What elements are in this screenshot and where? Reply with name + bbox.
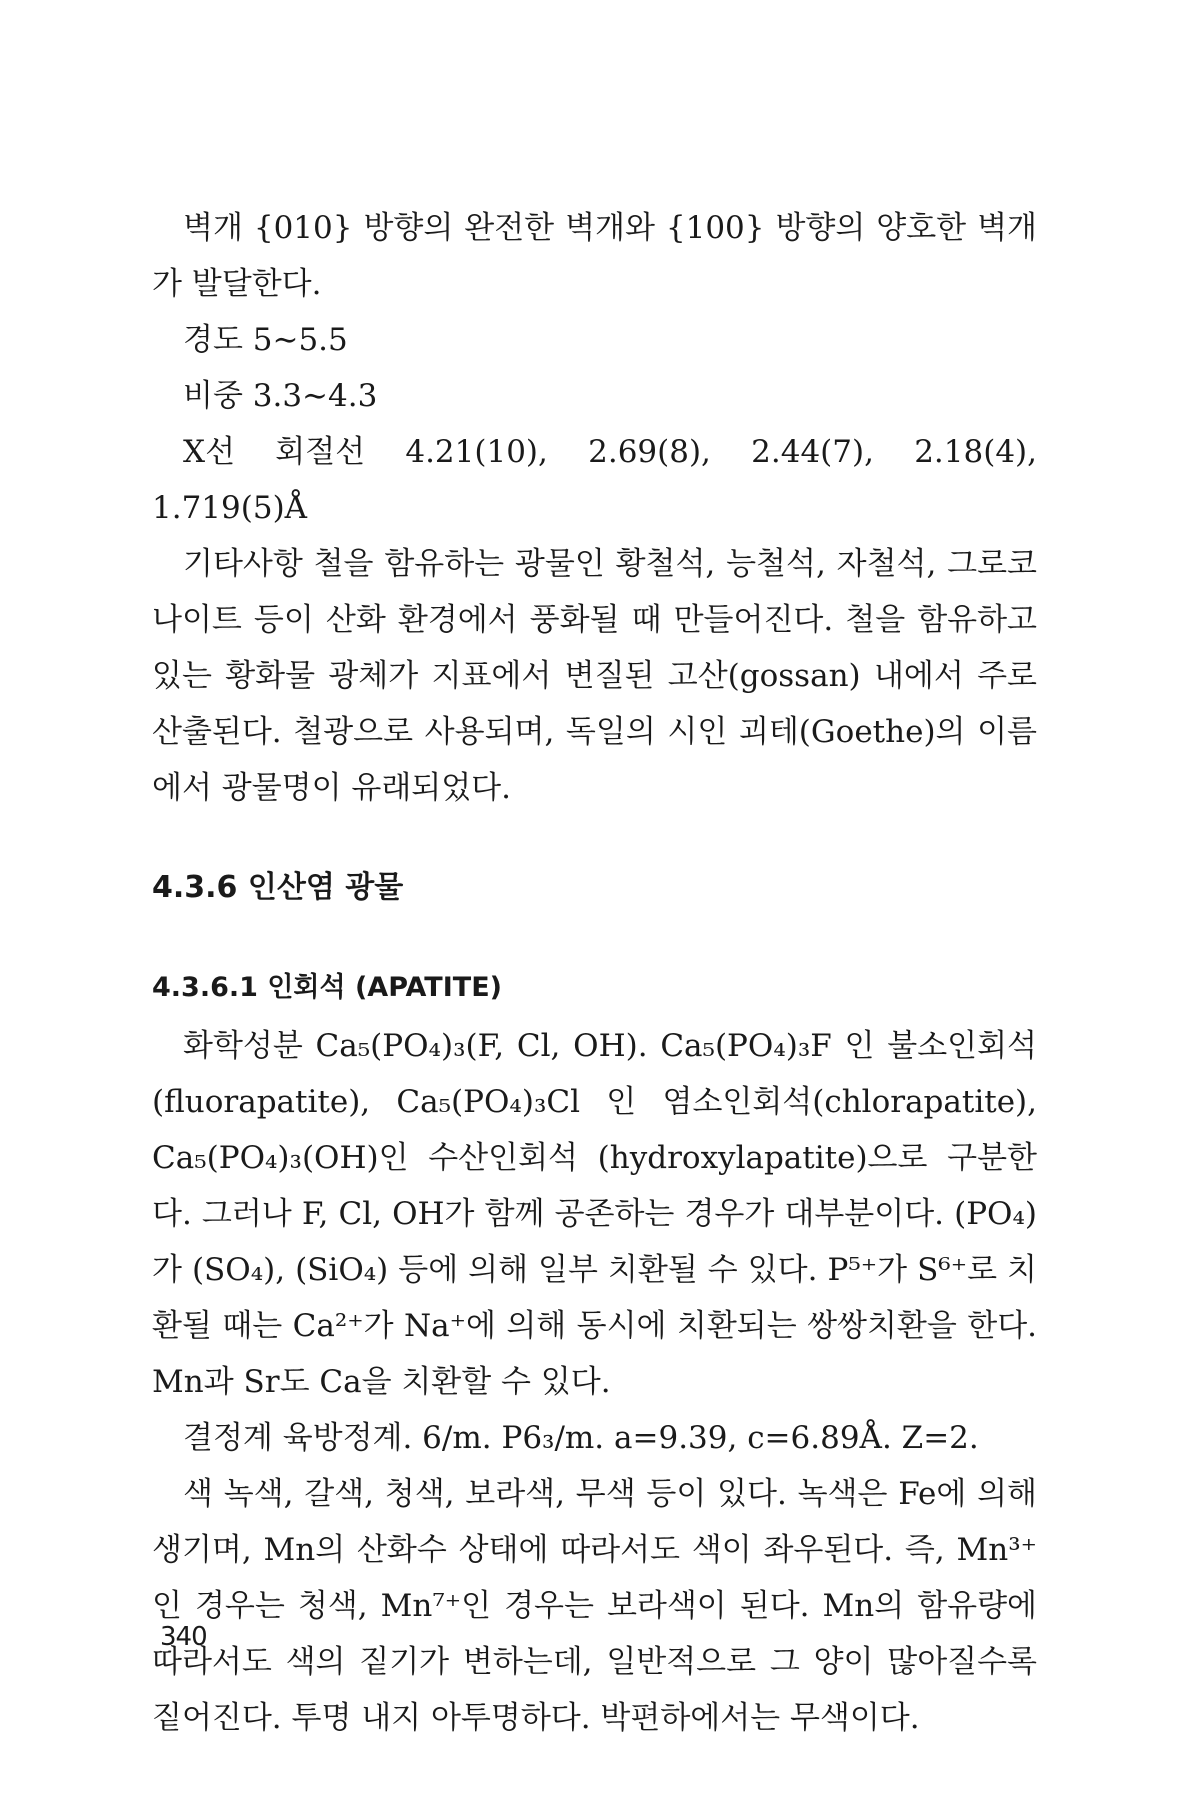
chemistry-paragraph: 화학성분 Ca₅(PO₄)₃(F, Cl, OH). Ca₅(PO₄)₃F 인 불소인회석 (fluorapatite), Ca₅(PO₄)₃Cl 인 염소인회석(chlorapatite), Ca₅(PO₄)₃(OH)인 수산인회석 (hydroxylapatite)으로 구분한다. 그러나 F, Cl, OH가 함께 공존하는 경우가 대부분이다. (PO₄)가 (SO₄), (SiO₄) 등에 의해 일부 치환될 수 있다. P⁵⁺가 S⁶⁺로 치환될 때는 Ca²⁺가 Na⁺에 의해 동시에 치환되는 쌍쌍치환을 한다. Mn과 Sr도 Ca을 치환할 수 있다. (152, 1028, 1037, 1400)
page-number: 340 (160, 1622, 207, 1652)
xray-line: X선 회절선 4.21(10), 2.69(8), 2.44(7), 2.18(4), 1.719(5)Å (152, 434, 1037, 526)
other-notes-paragraph: 기타사항 철을 함유하는 광물인 황철석, 능철석, 자철석, 그로코나이트 등이 산화 환경에서 풍화될 때 만들어진다. 철을 함유하고 있는 황화물 광체가 지표에서 변질된 고산(gossan) 내에서 주로 산출된다. 철광으로 사용되며, 독일의 시인 괴테(Goethe)의 이름에서 광물명이 유래되었다. (152, 546, 1037, 806)
cleavage-paragraph: 벽개 {010} 방향의 완전한 벽개와 {100} 방향의 양호한 벽개가 발달한다. (152, 210, 1037, 302)
section-heading: 4.3.6 인산염 광물 (152, 870, 404, 905)
color-paragraph: 색 녹색, 갈색, 청색, 보라색, 무색 등이 있다. 녹색은 Fe에 의해 생기며, Mn의 산화수 상태에 따라서도 색이 좌우된다. 즉, Mn³⁺인 경우는 청색, Mn⁷⁺인 경우는 보라색이 된다. Mn의 함유량에 따라서도 색의 짙기가 변하는데, 일반적으로 그 양이 많아질수록 짙어진다. 투명 내지 아투명하다. 박편하에서는 무색이다. (152, 1476, 1037, 1736)
specific-gravity-line: 비중 3.3∼4.3 (183, 378, 378, 414)
page-body (152, 200, 1037, 1746)
subsection-heading: 4.3.6.1 인회석 (APATITE) (152, 972, 502, 1003)
crystal-system-line: 결정계 육방정계. 6/m. P6₃/m. a=9.39, c=6.89Å. Z=2. (183, 1420, 979, 1456)
hardness-line: 경도 5∼5.5 (183, 322, 348, 358)
